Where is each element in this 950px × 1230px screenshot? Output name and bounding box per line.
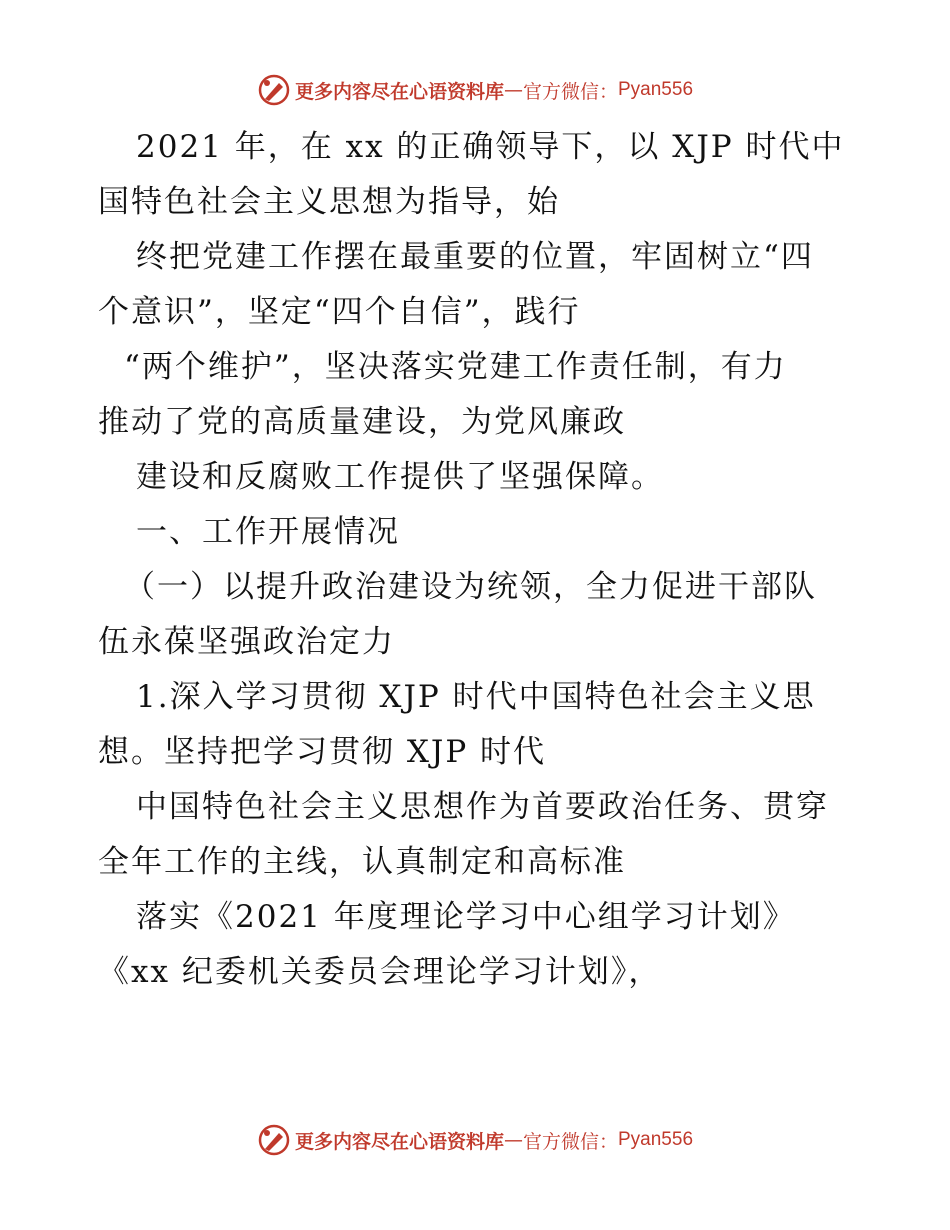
text-line: 终把党建工作摆在最重要的位置，牢固树立“四 [136,239,814,275]
document-body [98,120,858,1000]
text-line: 个意识”，坚定“四个自信”，践行 [98,294,581,330]
text-line: 国特色社会主义思想为指导，始 [98,184,560,220]
subsection-heading: （一）以提升政治建设为统领，全力促进干部队 [124,569,817,605]
section-heading: 一、工作开展情况 [136,514,400,550]
text-line: 推动了党的高质量建设，为党风廉政 [98,404,626,440]
text-line: “两个维护”，坚决落实党建工作责任制，有力 [124,349,787,385]
pen-logo-icon [257,73,291,107]
watermark-brand: 更多内容尽在心语资料库 [294,1130,504,1153]
watermark-label: 官方微信： [522,1130,618,1153]
watermark-separator: — [503,79,523,101]
watermark-wechat-id: Pyan556 [618,1129,694,1150]
pen-logo-icon [257,1123,291,1157]
watermark-wechat-id: Pyan556 [618,79,694,100]
watermark-label: 官方微信： [522,80,618,103]
footer-watermark [0,1120,950,1160]
text-line: 全年工作的主线，认真制定和高标准 [98,844,626,880]
text-line: 落实《2021 年度理论学习中心组学习计划》 [136,899,796,935]
watermark-separator: — [503,1129,523,1151]
watermark-brand: 更多内容尽在心语资料库 [294,80,504,103]
text-line: 建设和反腐败工作提供了坚强保障。 [136,459,664,495]
text-line: 1.深入学习贯彻 XJP 时代中国特色社会主义思 [136,679,816,715]
text-line: 想。坚持把学习贯彻 XJP 时代 [98,734,547,770]
text-line: 中国特色社会主义思想作为首要政治任务、贯穿 [136,789,829,825]
header-watermark [0,70,950,110]
subsection-heading: 伍永葆坚强政治定力 [98,624,395,660]
text-line: 2021 年，在 xx 的正确领导下，以 XJP 时代中 [136,129,845,165]
text-line: 《xx 纪委机关委员会理论学习计划》， [98,954,662,990]
